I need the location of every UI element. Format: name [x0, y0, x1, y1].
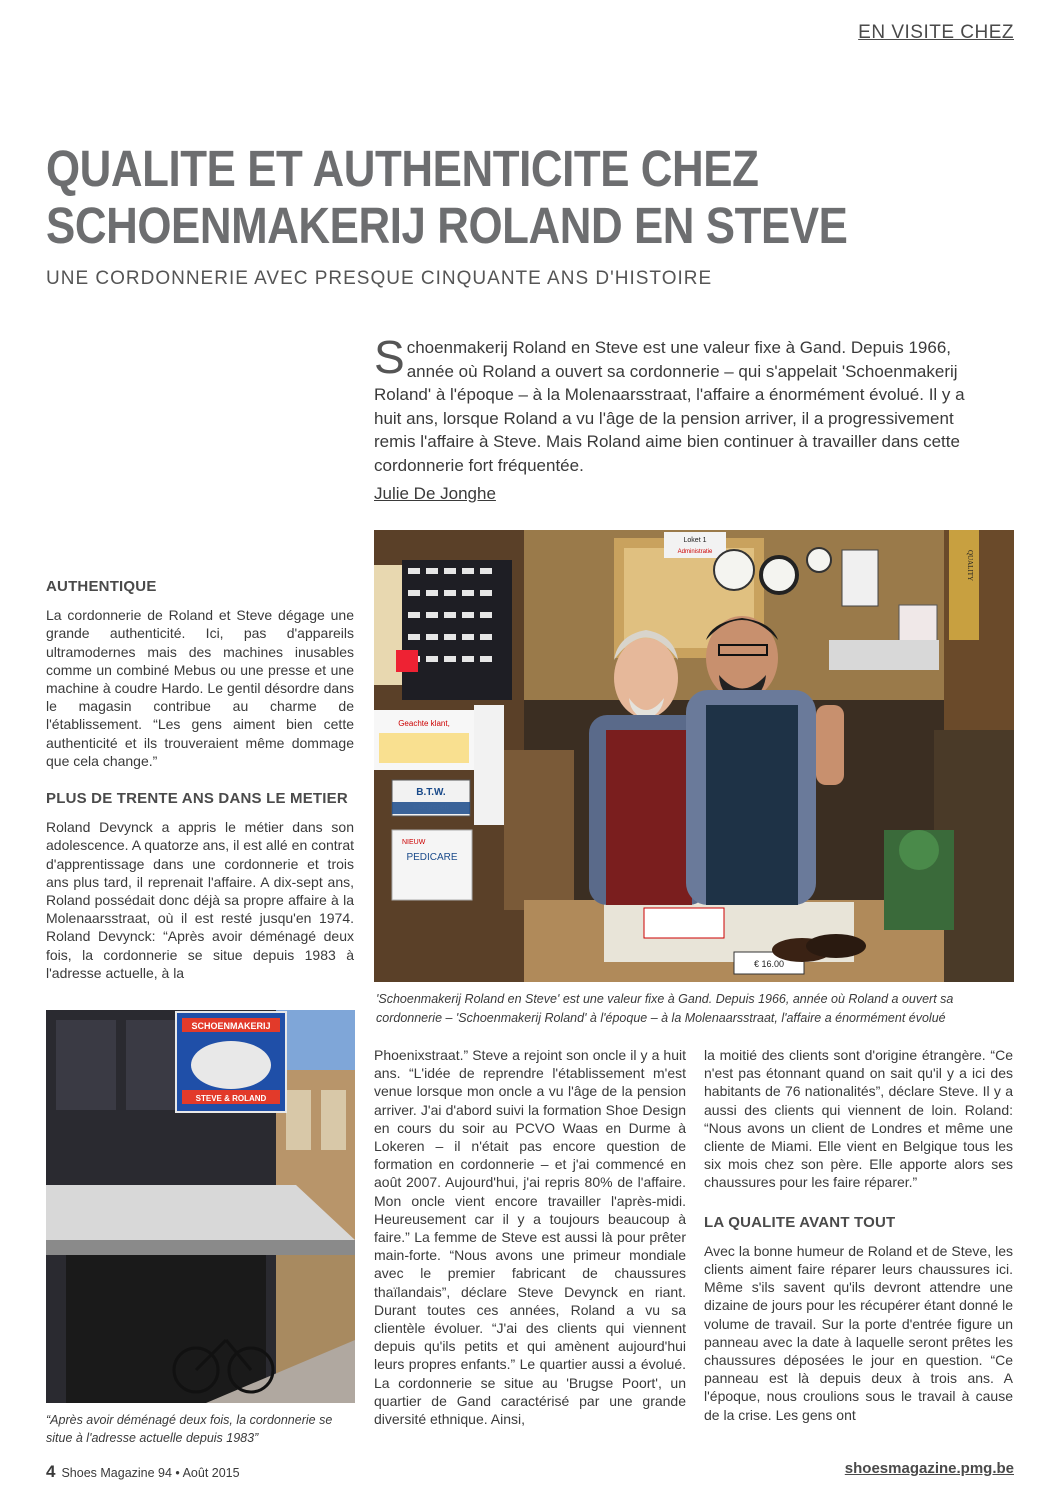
quality-sign: QUALITY	[966, 550, 974, 582]
heading-qualite: LA QUALITE AVANT TOUT	[704, 1213, 896, 1231]
clock-2	[761, 557, 797, 593]
subtitle: UNE CORDONNERIE AVEC PRESQUE CINQUANTE ANS D'HISTOIRE	[46, 268, 713, 289]
column-2	[374, 1046, 686, 1428]
shop-interior-photo	[374, 530, 1014, 982]
paragraph-metier: Roland Devynck a appris le métier dans son adolescence. A quatorze ans, il est allé en contrat d'apprentissage dans une cordonnerie et trois ans plus tard, il reprenait l'affaire. A dix-sept ans, Roland possédait donc déjà sa propre affaire à la Molenaarsstraat, où il est resté jusqu'en 1974. Roland Devynck: “Après avoir déménagé deux fois, la cordonnerie se situe depuis 1983 à l'adresse actuelle, à la	[46, 819, 354, 981]
clock-3	[807, 548, 831, 572]
magazine-issue: Shoes Magazine 94 • Août 2015	[61, 1466, 240, 1480]
shop-exterior-photo	[46, 1010, 355, 1403]
btw-sign: B.T.W.	[416, 787, 446, 798]
shop-sign-top: SCHOENMAKERIJ	[191, 1021, 271, 1031]
paragraph-authentique: La cordonnerie de Roland et Steve dégage une grande authenticité. Ici, pas d'appareils ultramodernes mais des machines inusables comme un combiné Mebus ou une presse et une machine à coudre Hardo. Le gentil désordre dans le magasin contribue au charme de l'établissement. “Les gens aiment bien cette authenticité et ils trouveraient même dommage que cela change.”	[46, 607, 354, 769]
section-tag: EN VISITE CHEZ	[858, 22, 1014, 43]
street-photo-caption: “Après avoir déménagé deux fois, la cordonnerie se situe à l'adresse actuelle depuis 1983”	[46, 1413, 333, 1445]
clock-1	[714, 550, 754, 590]
loket-sign: Loket 1	[683, 537, 707, 544]
column-1	[46, 578, 354, 982]
heading-metier: PLUS DE TRENTE ANS DANS LE METIER	[46, 790, 348, 808]
shop-sign-bottom: STEVE & ROLAND	[195, 1094, 267, 1103]
column-3	[704, 1046, 1013, 1424]
heading-authentique: AUTHENTIQUE	[46, 578, 157, 595]
main-photo-caption: 'Schoenmakerij Roland en Steve' est une valeur fixe à Gand. Depuis 1966, année où Roland a ouvert sa cordonnerie – 'Schoenmakerij Roland' à l'époque – à la Molenaarsstraat, l'affaire a énormément évolué	[376, 992, 954, 1025]
geachte-klant-sign: Geachte klant,	[398, 719, 450, 728]
paragraph-col3b: Avec la bonne humeur de Roland et de Steve, les clients aiment faire réparer leurs chaussures ici. Même s'ils savent qu'ils devront attendre une dizaine de jours pour les récupérer étant donné le volume de travail. Sur la porte d'entrée figure un panneau avec la date à laquelle seront prêtes les chaussures déposées le jour en question. “Ce panneau est là depuis deux à trois ans. A l'époque, nous croulions sous le travail à cause de la crise. Les gens ont	[704, 1242, 1013, 1423]
price-tag: € 16.00	[753, 959, 785, 969]
headline-line-2: SCHOENMAKERIJ ROLAND EN STEVE	[46, 197, 848, 254]
nieuw-label: NIEUW	[402, 839, 426, 846]
website-link[interactable]: shoesmagazine.pmg.be	[844, 1460, 1014, 1477]
administratie-sign: Administratie	[677, 549, 713, 555]
page-number: 4	[46, 1462, 56, 1481]
intro-dropcap: S	[374, 331, 405, 383]
intro-text: choenmakerij Roland en Steve est une valeur fixe à Gand. Depuis 1966, année où Roland a ouvert sa cordonnerie – qui s'appelait 'Schoenmakerij Roland' à l'époque – à la Molenaarsstraat, l'affaire a énormément évolué. Il y a huit ans, lorsque Roland a vu l'âge de la pension arriver, il a progressivement remis l'affaire à Steve. Mais Roland aime bien continuer à travailler dans cette cordonnerie fort fréquentée.	[374, 338, 965, 475]
pedicare-sign: PEDICARE	[406, 852, 458, 863]
author-byline: Julie De Jonghe	[374, 484, 496, 503]
intro-paragraph	[374, 331, 986, 477]
paragraph-col2: Phoenixstraat.” Steve a rejoint son oncle il y a huit ans. “L'idée de reprendre l'établissement m'est venue lorsque mon oncle a vu l'âge de la pension arriver. J'ai d'abord suivi la formation Shoe Design en cours du soir au PCVO Waas en Durme à Lokeren – il n'était pas encore question de formation en cordonnerie – et j'ai commencé en août 2007. Aujourd'hui, j'ai repris 80% de l'affaire. Mon oncle vient encore travailler l'après-midi. Heureusement car il y a toujours beaucoup à faire.” La femme de Steve est aussi là pour prêter main-forte. “Nous avons une primeur mondiale avec le premier fabricant de chaussures thaïlandais”, déclare Steve Devynck en riant. Durant toutes ces années, Roland a vu sa clientèle évoluer. “J'ai des clients qui viennent depuis qu'ils petits et qui amènent aujourd'hui leurs propres enfants.” Le quartier aussi a évolué. La cordonnerie se situe au 'Brugse Poort', un quartier de Gand caractérisé par une grande diversité ethnique. Ainsi,	[374, 1047, 686, 1428]
headline	[46, 140, 872, 254]
paragraph-col3a: la moitié des clients sont d'origine étrangère. “Ce n'est pas étonnant quand on sait qu'il y a ici des habitants de 76 nationalités”, déclare Steve. Il y a aussi des clients qui viennent de loin. Roland: “Nous avons un client de Londres et même une cliente de Miami. Elle vient en Belgique tous les six mois chez son père. Elle apporte alors ses chaussures pour les faire réparer.”	[704, 1047, 1013, 1191]
footer-left	[46, 1462, 240, 1482]
headline-line-1: QUALITE ET AUTHENTICITE CHEZ	[46, 140, 759, 197]
